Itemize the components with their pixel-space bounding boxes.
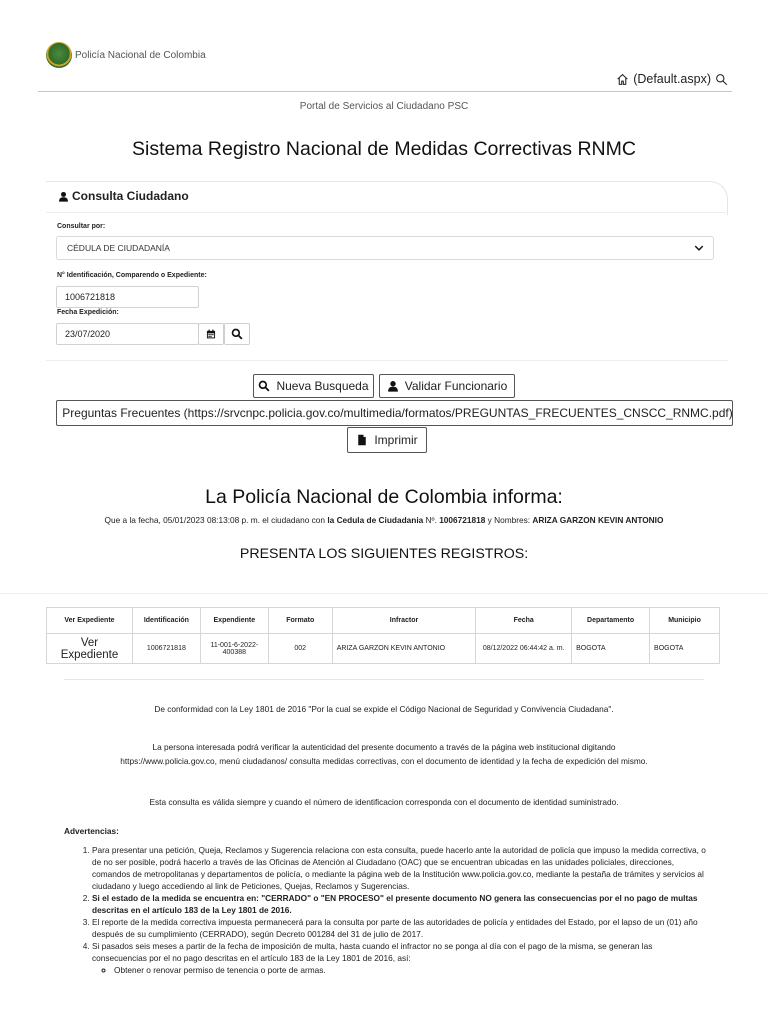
calendar-button[interactable] <box>198 323 224 345</box>
validar-funcionario-label: Validar Funcionario <box>404 379 508 393</box>
home-icon[interactable] <box>616 73 629 86</box>
id-value: 1006721818 <box>65 292 116 302</box>
search-button[interactable] <box>224 323 250 345</box>
page-title: Sistema Registro Nacional de Medidas Correctivas RNMC <box>132 138 636 160</box>
id-input[interactable] <box>56 286 199 308</box>
summary-doc-type: la Cedula de Ciudadania <box>327 515 424 525</box>
chevron-down-icon <box>693 242 705 254</box>
top-nav <box>616 72 728 86</box>
cell-infractor: ARIZA GARZON KEVIN ANTONIO <box>332 634 476 664</box>
file-icon <box>356 434 368 446</box>
col-municipio: Municipio <box>650 608 720 634</box>
fecha-input[interactable] <box>56 323 199 345</box>
ley-paragraph: De conformidad con la Ley 1801 de 2016 "Por la cual se expide el Código Nacional de Seguridad y Convivencia Ciudadana". <box>154 704 614 714</box>
search-icon <box>258 380 270 392</box>
consultar-select[interactable] <box>56 236 714 260</box>
preguntas-frecuentes-label: Preguntas Frecuentes (https://srvcnpc.policia.gov.co/multimedia/formatos/PREGUNTAS_FRECUENTES_CNSCC_RNMC.pdf) <box>62 406 733 420</box>
card-title: Consulta Ciudadano <box>72 189 189 203</box>
consulta-summary <box>0 515 768 525</box>
card-heading <box>58 189 189 203</box>
advertencias-list <box>92 844 706 976</box>
table-divider <box>64 679 704 680</box>
header-divider <box>38 91 732 92</box>
list-item <box>92 940 706 976</box>
informa-heading: La Policía Nacional de Colombia informa: <box>205 486 563 508</box>
validez-paragraph: Esta consulta es válida siempre y cuando el número de identificacion corresponda con el documento de identidad suministrado. <box>149 797 619 807</box>
col-fecha: Fecha <box>476 608 572 634</box>
autenticidad-line-1: La persona interesada podrá verificar la autenticidad del presente documento a través de la página web institucional digitando <box>152 742 616 752</box>
list-item: 1. Para presentar una petición, Queja, Reclamos y Sugerencia relaciona con esta consulta, puede hacerlo ante la autoridad de policía que impuso la medida correctiva, o de no ser posible, podrá hacerlo a través de las Oficinas de Atención al Ciudadano (OAC) que se encuentran ubicadas en las unidades policiales, direcciones, comandos de metropolitanas y departamentos de policía, o mediante la página web de la Institución www.policia.gov.co, mediante la pestaña de trámites y servicios al ciudadano y luego accediendo al link de Peticiones, Quejas, Reclamos y Sugerencias. <box>92 844 706 892</box>
summary-names: ARIZA GARZON KEVIN ANTONIO <box>532 515 664 525</box>
calendar-icon <box>206 329 216 339</box>
list-item: ◦ Obtener o renovar permiso de tenencia o porte de armas. <box>114 964 706 976</box>
police-logo-icon <box>46 42 72 68</box>
advertencia-4-text: Si pasados seis meses a partir de la fecha de imposición de multa, hasta cuando el infractor no se ponga al día con el pago de la misma, se generan las consecuencias por el no pago descritas en el artículo 183 de la Ley 1801 de 2016, así: <box>92 941 653 963</box>
cell-fecha: 08/12/2022 06:44:42 a. m. <box>476 634 572 664</box>
user-icon <box>58 191 69 202</box>
search-icon[interactable] <box>715 73 728 86</box>
imprimir-label: Imprimir <box>374 433 418 447</box>
cell-municipio: BOGOTA <box>650 634 720 664</box>
col-departamento: Departamento <box>572 608 650 634</box>
nueva-busqueda-button[interactable] <box>253 374 374 398</box>
cell-departamento: BOGOTA <box>572 634 650 664</box>
result-divider <box>0 593 768 594</box>
brand-name: Policía Nacional de Colombia <box>75 49 206 61</box>
col-expendiente: Expendiente <box>200 608 268 634</box>
search-icon <box>231 328 243 340</box>
consultar-label: Consultar por: <box>57 223 106 230</box>
validar-funcionario-button[interactable] <box>379 374 515 398</box>
imprimir-button[interactable] <box>347 427 427 453</box>
col-formato: Formato <box>268 608 332 634</box>
advertencias-title: Advertencias: <box>64 826 119 836</box>
card-divider <box>46 212 728 213</box>
summary-doc-number: 1006721818 <box>439 515 486 525</box>
consecuencias-list <box>92 964 706 976</box>
id-label: N° Identificación, Comparendo o Expediente: <box>57 272 207 279</box>
list-item <box>92 892 706 916</box>
registros-heading: PRESENTA LOS SIGUIENTES REGISTROS: <box>239 546 529 562</box>
col-infractor: Infractor <box>332 608 476 634</box>
portal-subtitle: Portal de Servicios al Ciudadano PSC <box>299 101 469 112</box>
user-icon <box>387 380 399 392</box>
cell-identificacion: 1006721818 <box>132 634 200 664</box>
fecha-value: 23/07/2020 <box>65 329 111 339</box>
cell-formato: 002 <box>268 634 332 664</box>
col-identificacion: Identificación <box>132 608 200 634</box>
form-divider <box>46 360 728 361</box>
consultar-value: CÉDULA DE CIUDADANÍA <box>67 243 170 253</box>
cell-expendiente: 11-001-6-2022-400388 <box>200 634 268 664</box>
nueva-busqueda-label: Nueva Busqueda <box>276 379 369 393</box>
preguntas-frecuentes-button[interactable] <box>56 400 733 426</box>
col-ver-expediente: Ver Expediente <box>47 608 133 634</box>
table-header-row <box>47 608 720 634</box>
ver-expediente-link[interactable]: Ver Expediente <box>47 634 133 664</box>
summary-names-label: y Nombres: <box>485 515 533 525</box>
default-link[interactable]: (Default.aspx) <box>633 72 711 86</box>
fecha-label: Fecha Expedición: <box>57 309 119 316</box>
records-table <box>46 607 720 664</box>
advertencia-2-text: Si el estado de la medida se encuentra en: "CERRADO" o "EN PROCESO" el presente documento NO genera las consecuencias por el no pago de multas descritas en el artículo 183 de la Ley 1801 de 2016. <box>92 893 698 915</box>
autenticidad-line-2: https://www.policia.gov.co, menú ciudadanos/ consulta medidas correctivas, con el documento de identidad y la fecha de expedición del mismo. <box>120 756 648 766</box>
brand[interactable] <box>46 42 206 68</box>
list-item: 3. El reporte de la medida correctiva impuesta permanecerá para la consulta por parte de las autoridades de policía y entidades del Estado, por el lapso de un (01) año después de su cumplimiento (CERRADO), según Decreto 001284 del 31 de julio de 2017. <box>92 916 706 940</box>
summary-pre: Que a la fecha, 05/01/2023 08:13:08 p. m. el ciudadano con <box>104 515 328 525</box>
table-row <box>47 634 720 664</box>
summary-mid: Nº. <box>423 515 440 525</box>
